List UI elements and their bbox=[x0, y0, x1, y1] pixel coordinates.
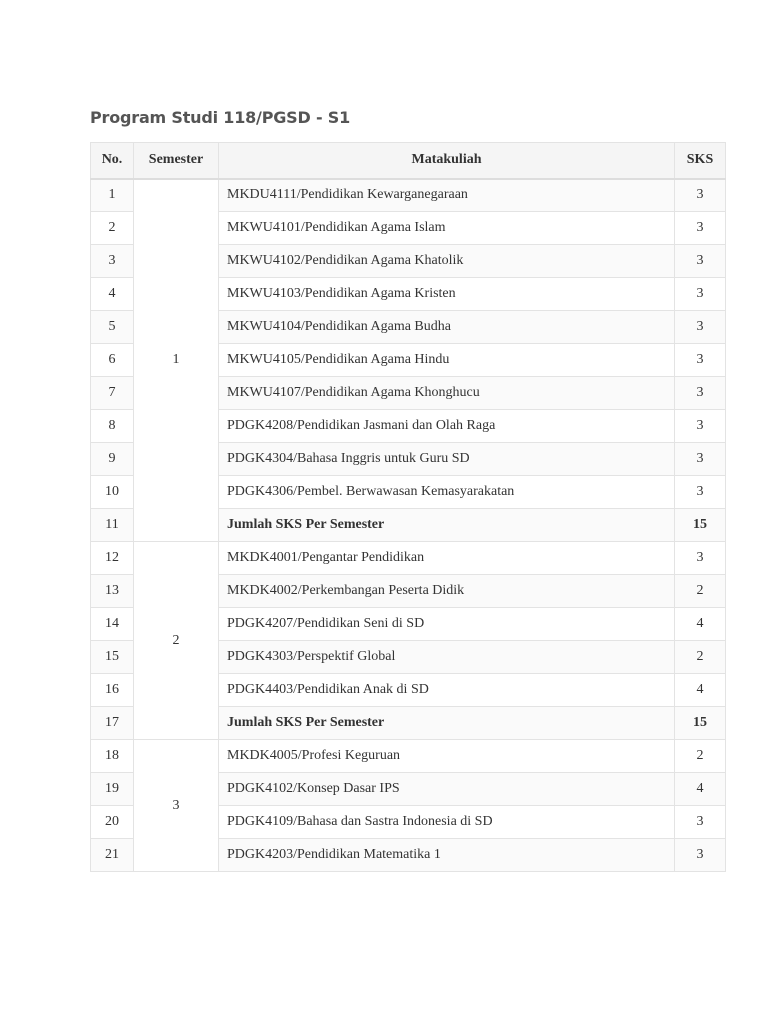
course-name: PDGK4102/Konsep Dasar IPS bbox=[219, 773, 675, 806]
course-sks: 3 bbox=[675, 410, 726, 443]
row-number: 8 bbox=[91, 410, 134, 443]
course-sks: 2 bbox=[675, 575, 726, 608]
row-number: 12 bbox=[91, 542, 134, 575]
course-sks: 3 bbox=[675, 245, 726, 278]
course-sks: 3 bbox=[675, 806, 726, 839]
course-sks: 3 bbox=[675, 179, 726, 212]
table-body bbox=[91, 179, 726, 872]
course-name: MKWU4101/Pendidikan Agama Islam bbox=[219, 212, 675, 245]
course-sks: 2 bbox=[675, 641, 726, 674]
course-sks: 3 bbox=[675, 344, 726, 377]
row-number: 2 bbox=[91, 212, 134, 245]
course-sks: 3 bbox=[675, 542, 726, 575]
row-number: 16 bbox=[91, 674, 134, 707]
row-number: 20 bbox=[91, 806, 134, 839]
course-name: PDGK4208/Pendidikan Jasmani dan Olah Raga bbox=[219, 410, 675, 443]
course-name: PDGK4306/Pembel. Berwawasan Kemasyarakatan bbox=[219, 476, 675, 509]
row-number: 11 bbox=[91, 509, 134, 542]
row-number: 21 bbox=[91, 839, 134, 872]
table-row bbox=[91, 542, 726, 575]
page-title: Program Studi 118/PGSD - S1 bbox=[90, 108, 351, 127]
row-number: 17 bbox=[91, 707, 134, 740]
header-matakuliah: Matakuliah bbox=[219, 143, 675, 179]
row-number: 4 bbox=[91, 278, 134, 311]
table-header bbox=[91, 143, 726, 179]
course-name: PDGK4304/Bahasa Inggris untuk Guru SD bbox=[219, 443, 675, 476]
header-sks: SKS bbox=[675, 143, 726, 179]
course-name: PDGK4403/Pendidikan Anak di SD bbox=[219, 674, 675, 707]
row-number: 18 bbox=[91, 740, 134, 773]
course-sks: 3 bbox=[675, 278, 726, 311]
course-sks: 3 bbox=[675, 443, 726, 476]
course-name: PDGK4203/Pendidikan Matematika 1 bbox=[219, 839, 675, 872]
course-name: MKWU4105/Pendidikan Agama Hindu bbox=[219, 344, 675, 377]
course-sks: 3 bbox=[675, 377, 726, 410]
course-name: MKDK4001/Pengantar Pendidikan bbox=[219, 542, 675, 575]
course-sks: 3 bbox=[675, 476, 726, 509]
course-name: PDGK4207/Pendidikan Seni di SD bbox=[219, 608, 675, 641]
semester-cell: 2 bbox=[134, 542, 219, 740]
header-row bbox=[91, 143, 726, 179]
table-row bbox=[91, 740, 726, 773]
semester-total-label: Jumlah SKS Per Semester bbox=[219, 509, 675, 542]
row-number: 5 bbox=[91, 311, 134, 344]
course-name: MKWU4104/Pendidikan Agama Budha bbox=[219, 311, 675, 344]
semester-cell: 1 bbox=[134, 179, 219, 542]
table-row bbox=[91, 179, 726, 212]
course-name: MKWU4107/Pendidikan Agama Khonghucu bbox=[219, 377, 675, 410]
course-name: MKDK4002/Perkembangan Peserta Didik bbox=[219, 575, 675, 608]
course-sks: 3 bbox=[675, 311, 726, 344]
course-sks: 3 bbox=[675, 212, 726, 245]
row-number: 19 bbox=[91, 773, 134, 806]
header-semester: Semester bbox=[134, 143, 219, 179]
course-sks: 2 bbox=[675, 740, 726, 773]
header-no: No. bbox=[91, 143, 134, 179]
course-name: MKDU4111/Pendidikan Kewarganegaraan bbox=[219, 179, 675, 212]
row-number: 9 bbox=[91, 443, 134, 476]
row-number: 7 bbox=[91, 377, 134, 410]
curriculum-table bbox=[90, 142, 726, 872]
row-number: 10 bbox=[91, 476, 134, 509]
course-name: MKWU4102/Pendidikan Agama Khatolik bbox=[219, 245, 675, 278]
course-sks: 4 bbox=[675, 674, 726, 707]
row-number: 3 bbox=[91, 245, 134, 278]
row-number: 14 bbox=[91, 608, 134, 641]
course-name: PDGK4303/Perspektif Global bbox=[219, 641, 675, 674]
course-sks: 3 bbox=[675, 839, 726, 872]
semester-cell: 3 bbox=[134, 740, 219, 872]
semester-total-sks: 15 bbox=[675, 509, 726, 542]
semester-total-sks: 15 bbox=[675, 707, 726, 740]
row-number: 1 bbox=[91, 179, 134, 212]
course-sks: 4 bbox=[675, 608, 726, 641]
row-number: 15 bbox=[91, 641, 134, 674]
semester-total-label: Jumlah SKS Per Semester bbox=[219, 707, 675, 740]
course-sks: 4 bbox=[675, 773, 726, 806]
course-name: MKWU4103/Pendidikan Agama Kristen bbox=[219, 278, 675, 311]
row-number: 6 bbox=[91, 344, 134, 377]
course-name: PDGK4109/Bahasa dan Sastra Indonesia di SD bbox=[219, 806, 675, 839]
course-name: MKDK4005/Profesi Keguruan bbox=[219, 740, 675, 773]
row-number: 13 bbox=[91, 575, 134, 608]
